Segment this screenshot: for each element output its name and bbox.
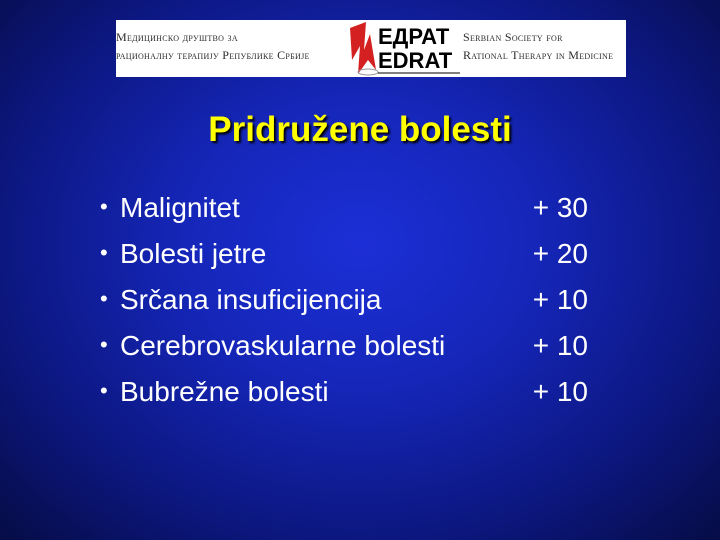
bullet: •	[100, 332, 108, 357]
list-item-label: Bubrežne bolesti	[120, 376, 329, 407]
society-name-serbian-line1: Медицинско друштво за	[116, 30, 238, 44]
disease-list	[0, 192, 720, 422]
society-name-english	[463, 28, 613, 64]
list-item-label: Srčana insuficijencija	[120, 284, 382, 315]
list-item-value: + 20	[532, 238, 588, 269]
list-item	[0, 192, 720, 238]
list-item	[0, 238, 720, 284]
society-name-serbian	[116, 28, 344, 64]
list-item	[0, 330, 720, 376]
list-item-value: + 10	[532, 376, 588, 407]
society-name-english-line1: Serbian Society for	[463, 30, 563, 44]
list-item-value: + 30	[532, 192, 588, 223]
list-item-value: + 10	[532, 330, 588, 361]
bullet: •	[100, 378, 108, 403]
bullet: •	[100, 194, 108, 219]
list-item	[0, 376, 720, 422]
list-item	[0, 284, 720, 330]
bullet: •	[100, 240, 108, 265]
header-banner	[116, 20, 626, 77]
list-item-label: Cerebrovaskularne bolesti	[120, 330, 446, 361]
slide-title: Pridružene bolesti	[208, 110, 512, 149]
bullet: •	[100, 286, 108, 311]
society-name-english-line2: Rational Therapy in Medicine	[463, 48, 614, 62]
logo-line2: EDRAT	[378, 48, 453, 73]
list-item-value: + 10	[532, 284, 588, 315]
list-item-label: Malignitet	[120, 192, 240, 223]
logo-line1: ЕДРАТ	[378, 24, 450, 49]
medrat-logo	[344, 20, 464, 77]
list-item-label: Bolesti jetre	[120, 238, 267, 269]
society-name-serbian-line2: рационалну терапију Републике Србије	[116, 48, 310, 62]
